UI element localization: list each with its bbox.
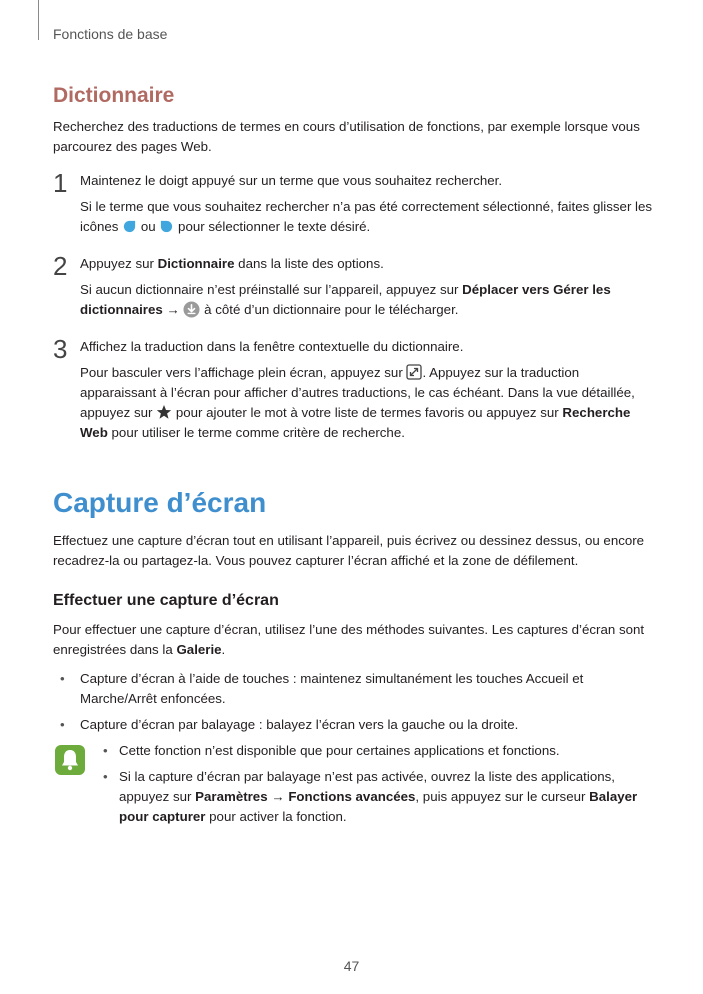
step-2: [53, 251, 653, 320]
step-1: [53, 168, 653, 237]
step-detail-text: Si le terme que vous souhaitez rechercher n’a pas été correctement sélectionné, faites glisser les icônes ou pour sélectionner le texte désiré.: [80, 199, 653, 234]
list-item: • Capture d’écran à l’aide de touches : maintenez simultanément les touches Accueil et Marche/Arrêt enfoncées.: [60, 671, 584, 706]
right-selection-handle-icon: [159, 219, 174, 234]
step-number: 3: [53, 334, 68, 364]
step-main-text: Appuyez sur Dictionnaire dans la liste des options.: [80, 256, 384, 271]
bullet-marker: •: [103, 769, 108, 784]
step-detail-text: Pour basculer vers l’affichage plein écran, appuyez sur . Appuyez sur la traduction apparaissant à l’écran pour afficher d’autres traductions, le cas échéant. Dans la vue détaillée, appuyez sur pour ajouter le mot à votre liste de termes favoris ou appuyez sur Recherche Web pour utiliser le terme comme critère de recherche.: [80, 365, 635, 440]
step-number: 2: [53, 251, 68, 281]
step-number: 1: [53, 168, 68, 198]
page-content: [53, 82, 653, 827]
bullet-marker: •: [60, 671, 65, 686]
star-icon: [156, 404, 172, 420]
page-number: 47: [343, 958, 360, 974]
dictionary-intro: Recherchez des traductions de termes en cours d’utilisation de fonctions, par exemple lorsque vous parcourez des pages Web.: [53, 119, 640, 154]
left-selection-handle-icon: [122, 219, 137, 234]
list-item: • Capture d’écran par balayage : balayez l’écran vers la gauche ou la droite.: [53, 715, 653, 735]
note-list: [103, 741, 653, 827]
bell-note-icon: [55, 745, 85, 775]
capture-subheading: Effectuer une capture d’écran: [53, 592, 279, 609]
methods-intro: Pour effectuer une capture d’écran, utilisez l’une des méthodes suivantes. Les captures d’écran sont enregistrées dans la Galerie.: [53, 622, 645, 657]
download-icon: [183, 301, 200, 318]
expand-fullscreen-icon: [406, 364, 422, 380]
step-main-text: Maintenez le doigt appuyé sur un terme que vous souhaitez rechercher.: [80, 173, 503, 188]
capture-methods-list: [53, 669, 653, 735]
step-main-text: Affichez la traduction dans la fenêtre contextuelle du dictionnaire.: [80, 339, 464, 354]
note-box: [53, 741, 653, 827]
list-item: • Si la capture d’écran par balayage n’est pas activée, ouvrez la liste des applications, appuyez sur Paramètres → Fonctions avancées, puis appuyez sur le curseur Balayer pour capturer pour activer la fonction.: [103, 769, 638, 824]
header-divider: [38, 0, 39, 40]
running-header: Fonctions de base: [53, 26, 168, 42]
capture-intro: Effectuez une capture d’écran tout en utilisant l’appareil, puis écrivez ou dessinez dessus, ou encore recadrez-la ou partagez-la. Vous pouvez capturer l’écran affiché et la zone de défilement.: [53, 533, 645, 568]
dictionary-heading: Dictionnaire: [53, 84, 175, 107]
step-3: [53, 334, 653, 443]
list-item: • Cette fonction n’est disponible que pour certaines applications et fonctions.: [119, 741, 653, 761]
capture-heading: Capture d’écran: [53, 487, 267, 518]
step-detail-text: Si aucun dictionnaire n’est préinstallé sur l’appareil, appuyez sur Déplacer vers Gérer les dictionnaires → à côté d’un dictionnaire pour le télécharger.: [80, 282, 611, 317]
bullet-marker: •: [103, 743, 108, 758]
bullet-marker: •: [60, 717, 65, 732]
